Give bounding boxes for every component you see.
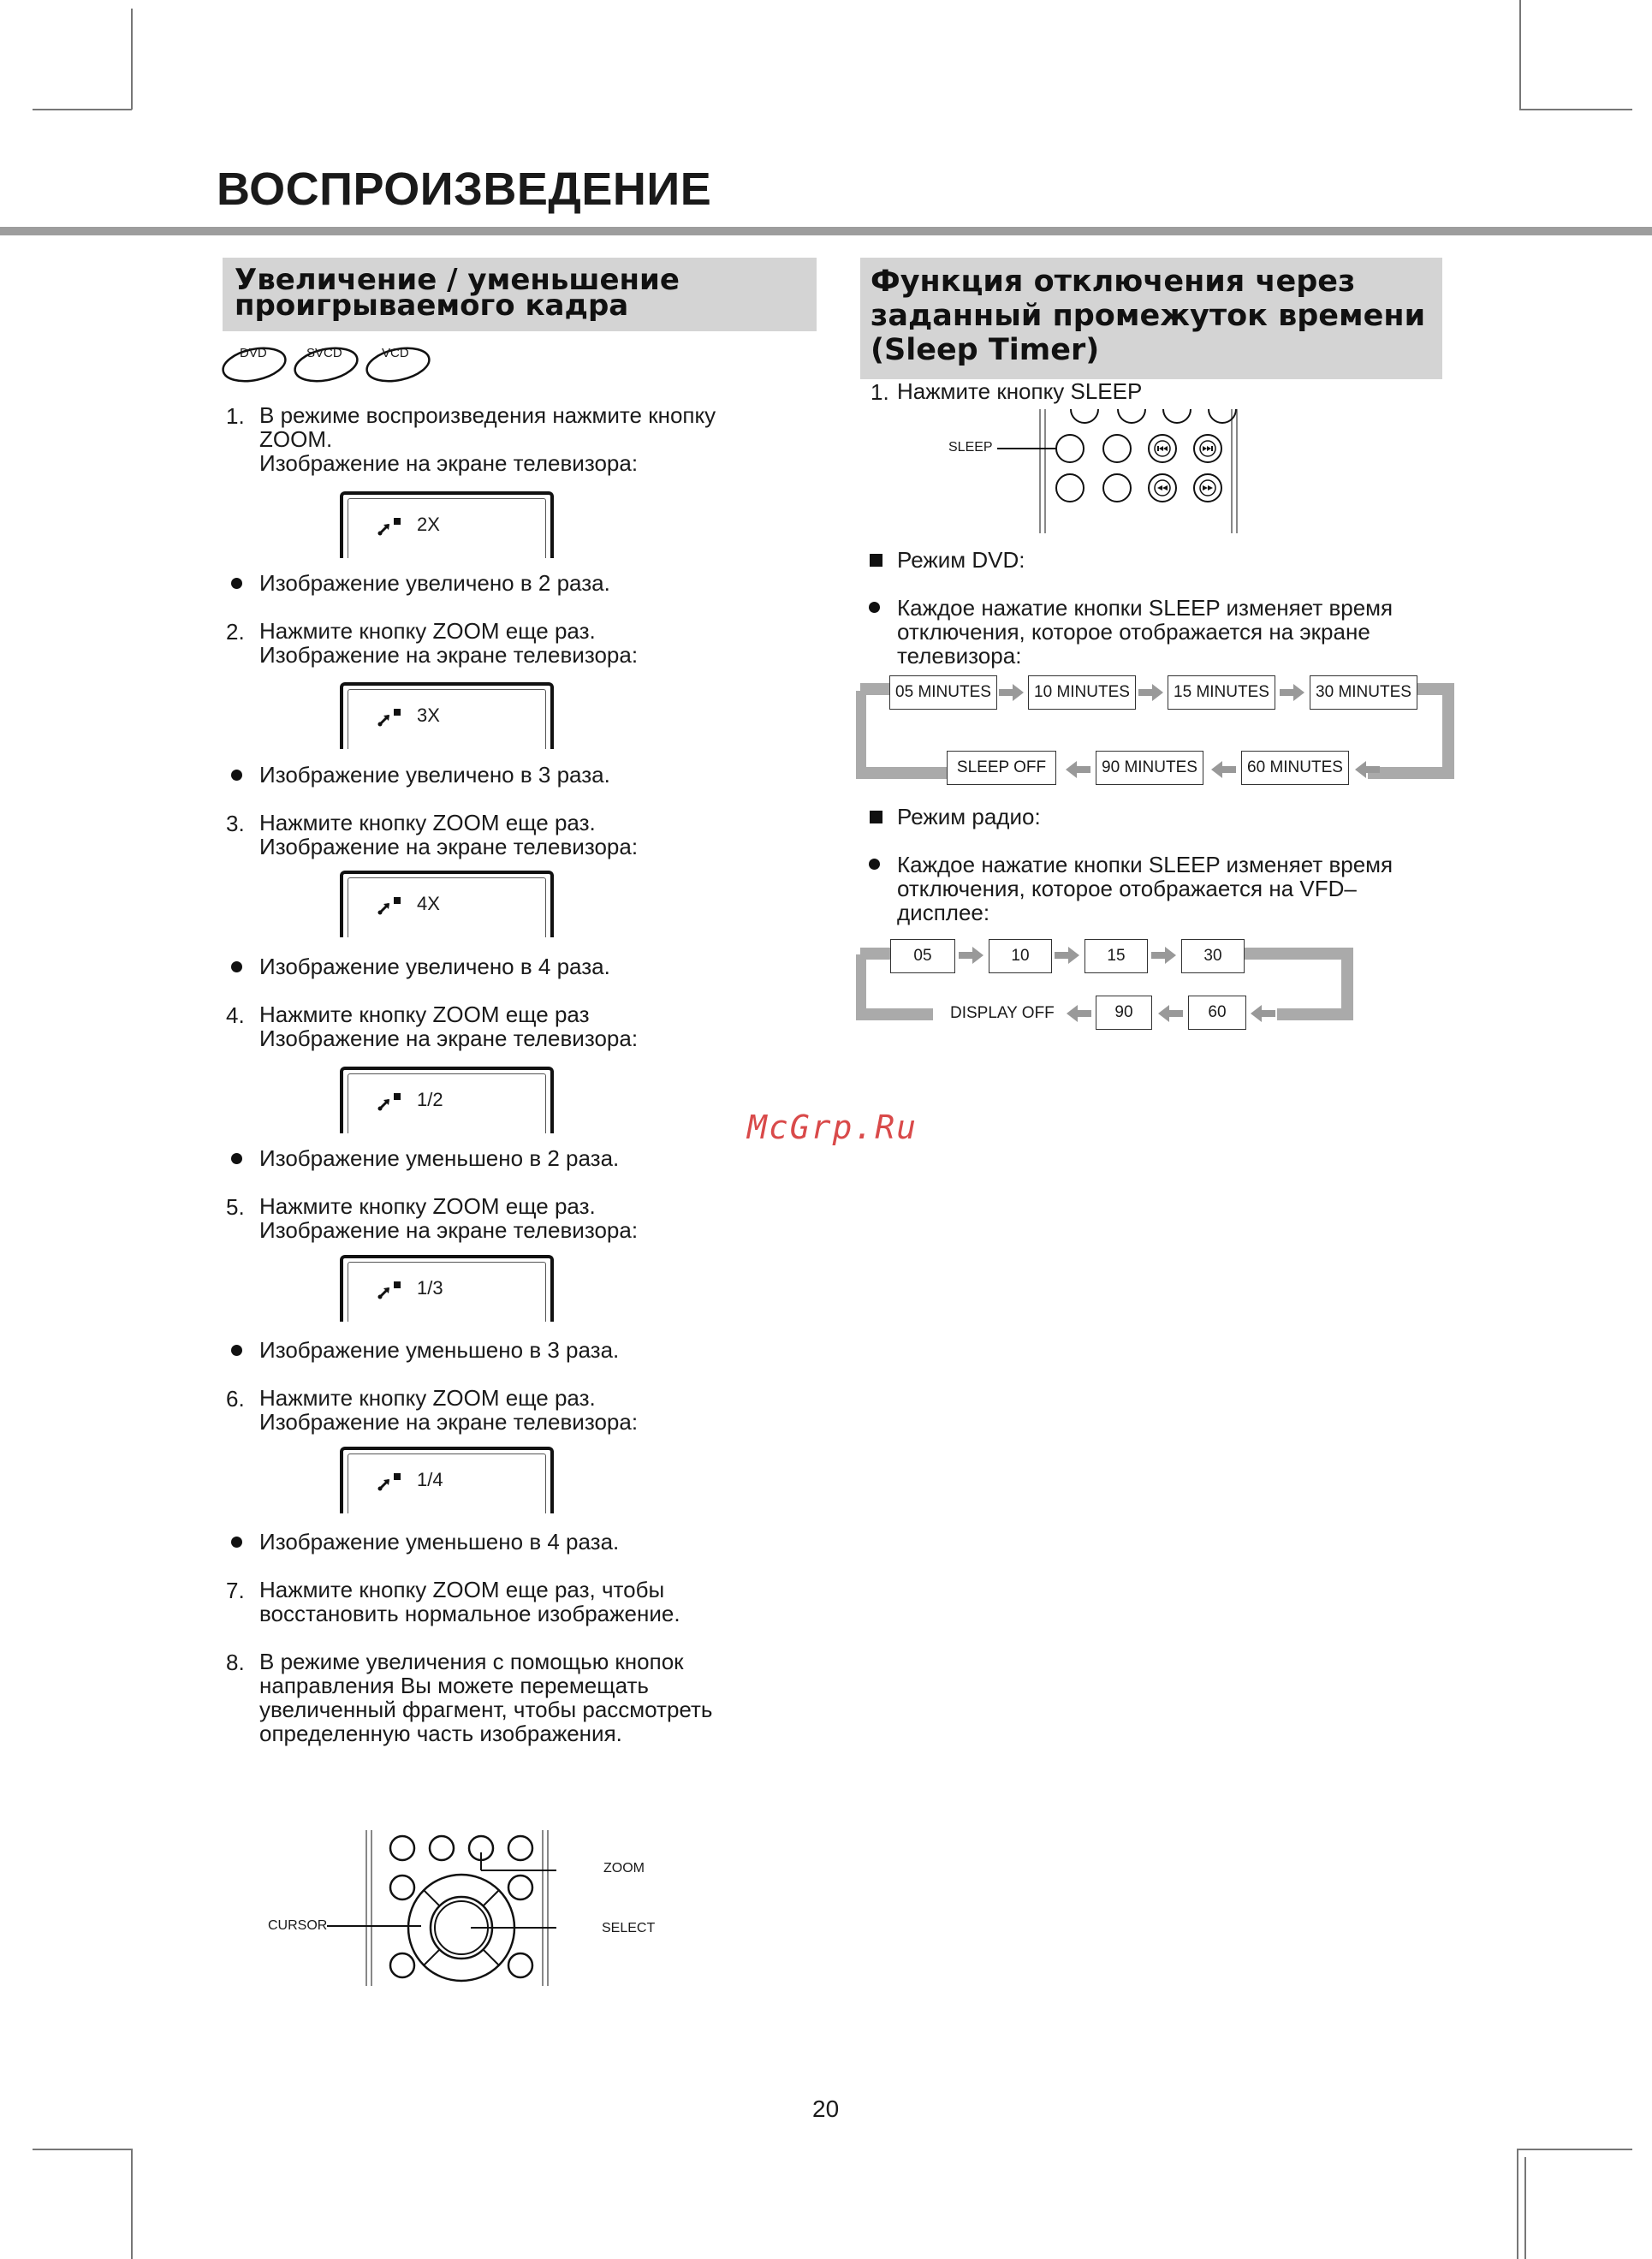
zoom-level: 1/4 <box>417 1469 443 1490</box>
step-number: 2. <box>226 619 245 645</box>
crop-mark <box>131 2149 133 2259</box>
arrow-left-icon <box>1065 760 1090 779</box>
step-text: Нажмите кнопку ZOOM еще раз Изображение на экране телевизора: <box>259 1002 639 1051</box>
flow-box-30-minutes: 30 MINUTES <box>1310 675 1417 710</box>
step-number: 7. <box>226 1578 245 1603</box>
step-number: 6. <box>226 1386 245 1412</box>
sleep-header-line3: (Sleep Timer) <box>871 333 1100 367</box>
tv-screen <box>340 871 554 937</box>
sleep-label: SLEEP <box>948 440 993 455</box>
crop-mark <box>1517 2149 1518 2259</box>
arrow-right-icon <box>1280 683 1305 702</box>
cursor-label: CURSOR <box>268 1918 328 1933</box>
zoom-icon <box>377 1092 403 1111</box>
remote-zoom-diagram <box>360 1823 556 1988</box>
result-text: Изображение увеличено в 4 раза. <box>259 954 610 979</box>
page-number: 20 <box>812 2096 840 2122</box>
select-label: SELECT <box>602 1921 656 1935</box>
step-number: 1. <box>871 379 889 405</box>
arrow-left-icon <box>1066 1004 1091 1023</box>
flow-box-60-minutes: 60 MINUTES <box>1241 751 1349 785</box>
step-number: 4. <box>226 1002 245 1028</box>
zoom-icon <box>377 517 403 536</box>
tv-screen <box>340 1447 554 1513</box>
page-title: ВОСПРОИЗВЕДЕНИЕ <box>217 163 712 215</box>
flow-box-15-minutes: 15 MINUTES <box>1168 675 1275 710</box>
crop-mark <box>33 2149 132 2150</box>
step-text: Нажмите кнопку ZOOM еще раз. Изображение на экране телевизора: <box>259 618 639 668</box>
result-text: Изображение увеличено в 2 раза. <box>259 570 610 596</box>
bullet-icon <box>231 1537 242 1548</box>
flow-box-90-minutes: 90 MINUTES <box>1096 751 1203 785</box>
svcd-disc-icon <box>293 341 360 385</box>
zoom-level: 3X <box>417 704 440 726</box>
step-text: Нажмите кнопку SLEEP <box>897 378 1143 404</box>
result-text: Изображение уменьшено в 2 раза. <box>259 1145 620 1171</box>
arrow-left-icon <box>1157 1004 1183 1023</box>
zoom-icon <box>377 1472 403 1491</box>
bullet-icon <box>231 1345 242 1356</box>
zoom-level: 4X <box>417 893 440 914</box>
crop-mark <box>1519 0 1521 110</box>
flow-box-90: 90 <box>1096 996 1152 1030</box>
zoom-icon <box>377 1281 403 1299</box>
title-rule <box>0 227 1652 235</box>
arrow-left-icon <box>1354 760 1380 779</box>
bullet-icon <box>231 578 242 589</box>
dvd-mode-label: Режим DVD: <box>897 547 1025 573</box>
watermark: McGrp.Ru <box>747 1109 918 1146</box>
tv-screen <box>340 1255 554 1322</box>
remote-leader-lines <box>327 1917 421 1935</box>
arrow-right-icon <box>959 946 984 965</box>
bullet-icon <box>231 961 242 972</box>
dvd-bullet-text: Каждое нажатие кнопки SLEEP изменяет время отключения, которое отображается на экране телевизора: <box>897 595 1394 669</box>
tv-screen <box>340 682 554 749</box>
flow-box-10: 10 <box>989 939 1052 973</box>
radio-mode-label: Режим радио: <box>897 804 1041 829</box>
zoom-level: 2X <box>417 514 440 535</box>
radio-bullet-text: Каждое нажатие кнопки SLEEP изменяет время отключения, которое отображается на VFD– дисплее: <box>897 852 1394 925</box>
crop-mark <box>1517 2149 1632 2150</box>
result-text: Изображение уменьшено в 3 раза. <box>259 1337 620 1363</box>
zoom-section-header <box>223 258 817 331</box>
disc-label-svcd: SVCD <box>306 346 342 360</box>
step-number: 3. <box>226 811 245 836</box>
bullet-icon <box>869 602 880 613</box>
crop-mark <box>131 9 133 110</box>
step-text: В режиме воспроизведения нажмите кнопку ZOOM. Изображение на экране телевизора: <box>259 402 716 476</box>
zoom-label: ZOOM <box>603 1861 645 1876</box>
flow-box-sleep-off: SLEEP OFF <box>947 751 1056 785</box>
bullet-icon <box>869 859 880 870</box>
tv-screen <box>340 1067 554 1133</box>
crop-mark <box>33 109 132 110</box>
arrow-right-icon <box>999 683 1025 702</box>
flow-box-05-minutes: 05 MINUTES <box>889 675 997 710</box>
bullet-icon <box>231 1153 242 1164</box>
sleep-section-header <box>860 258 1442 379</box>
display-off-label: DISPLAY OFF <box>950 1004 1055 1022</box>
arrow-right-icon <box>1138 683 1164 702</box>
step-text: Нажмите кнопку ZOOM еще раз. Изображение на экране телевизора: <box>259 810 639 859</box>
zoom-header-line2: проигрываемого кадра <box>235 288 629 324</box>
arrow-right-icon <box>1055 946 1080 965</box>
disc-label-vcd: VCD <box>382 346 409 360</box>
step-text: Нажмите кнопку ZOOM еще раз. Изображение на экране телевизора: <box>259 1193 639 1243</box>
arrow-right-icon <box>1151 946 1177 965</box>
step-text: Нажмите кнопку ZOOM еще раз, чтобы восстановить нормальное изображение. <box>259 1577 680 1626</box>
zoom-level: 1/3 <box>417 1277 443 1299</box>
result-text: Изображение уменьшено в 4 раза. <box>259 1529 620 1555</box>
crop-mark <box>1519 109 1632 110</box>
tv-screen <box>340 491 554 558</box>
result-text: Изображение увеличено в 3 раза. <box>259 762 610 788</box>
arrow-left-icon <box>1210 760 1236 779</box>
flow-box-15: 15 <box>1084 939 1148 973</box>
flow-box-30: 30 <box>1181 939 1245 973</box>
vcd-disc-icon <box>365 341 431 385</box>
zoom-level: 1/2 <box>417 1089 443 1110</box>
disc-label-dvd: DVD <box>240 346 267 360</box>
zoom-icon <box>377 708 403 727</box>
step-number: 5. <box>226 1194 245 1220</box>
crop-mark <box>1524 2157 1526 2259</box>
square-bullet-icon <box>870 811 882 823</box>
sleep-header-line1: Функция отключения через <box>871 265 1356 299</box>
flow-box-05: 05 <box>890 939 955 973</box>
step-number: 1. <box>226 403 245 429</box>
step-text: Нажмите кнопку ZOOM еще раз. Изображение на экране телевизора: <box>259 1385 639 1435</box>
zoom-icon <box>377 896 403 915</box>
step-text: В режиме увеличения с помощью кнопок направления Вы можете перемещать увеличенный фрагмент, чтобы рассмотреть определенную часть изображения. <box>259 1649 713 1746</box>
arrow-left-icon <box>1250 1004 1275 1023</box>
remote-sleep-diagram <box>984 409 1245 533</box>
square-bullet-icon <box>870 554 882 567</box>
step-number: 8. <box>226 1650 245 1675</box>
bullet-icon <box>231 770 242 781</box>
flow-box-60: 60 <box>1188 996 1246 1030</box>
flow-box-10-minutes: 10 MINUTES <box>1028 675 1136 710</box>
dvd-disc-icon <box>221 341 288 385</box>
zoom-header-line1: Увеличение / уменьшение <box>235 263 680 297</box>
sleep-header-line2: заданный промежуток времени <box>871 299 1426 333</box>
